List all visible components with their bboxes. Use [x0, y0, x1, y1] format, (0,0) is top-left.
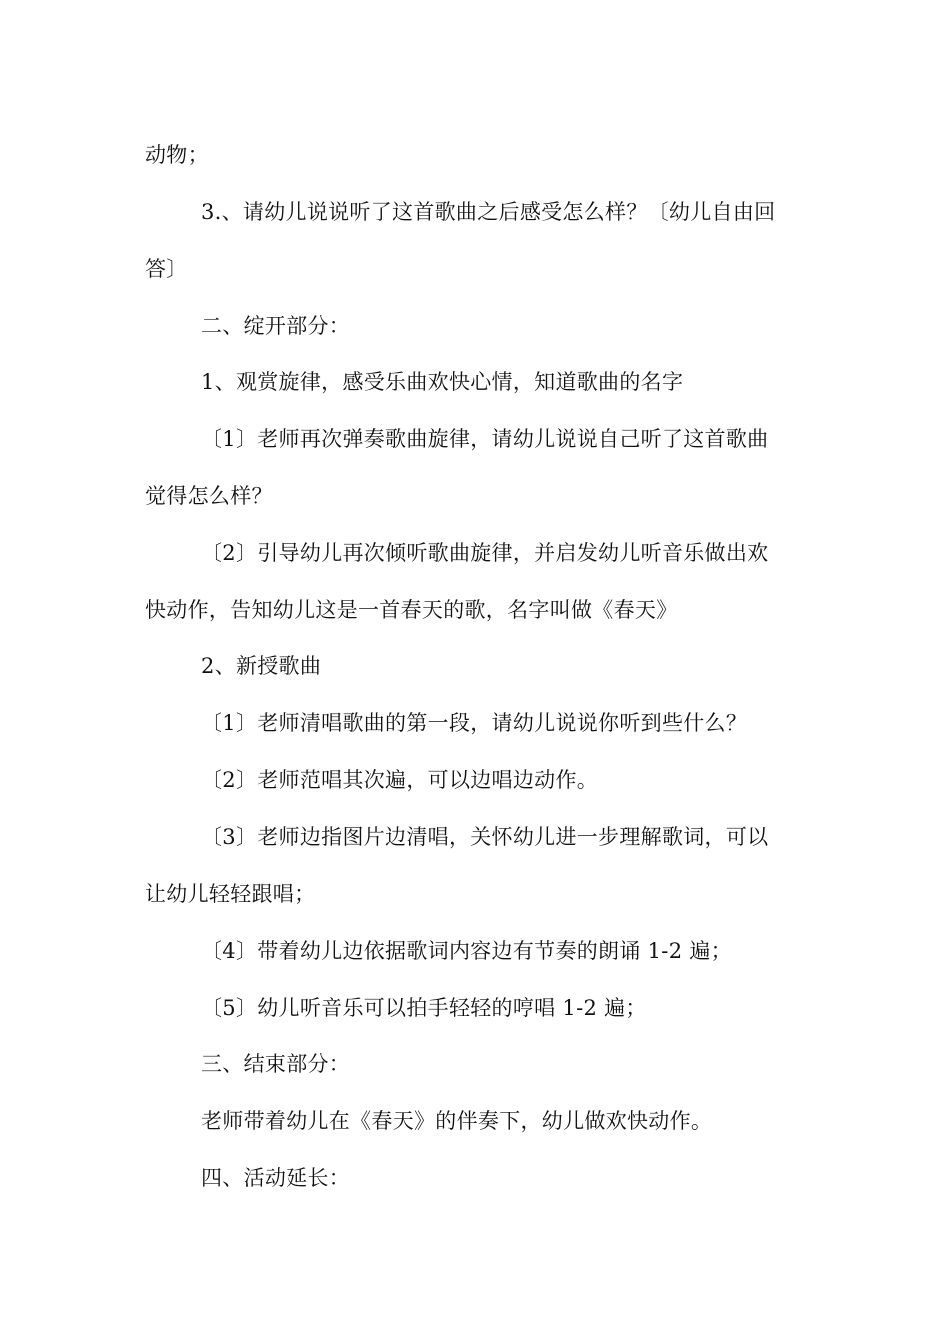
text-line: 3.、请幼儿说说听了这首歌曲之后感受怎么样？〔幼儿自由回 [201, 200, 776, 224]
text-line: 〔2〕老师范唱其次遍，可以边唱边动作。 [201, 768, 599, 792]
section-heading: 三、结束部分： [201, 1052, 351, 1076]
text-line: 〔4〕带着幼儿边依据歌词内容边有节奏的朗诵 1-2 遍； [201, 939, 732, 963]
text-line: 〔3〕老师边指图片边清唱，关怀幼儿进一步理解歌词，可以 [201, 825, 769, 849]
text-line: 觉得怎么样？ [145, 484, 273, 508]
section-heading: 二、绽开部分： [201, 314, 351, 338]
subsection-heading: 1、观赏旋律，感受乐曲欢快心情，知道歌曲的名字 [201, 370, 684, 394]
section-heading: 四、活动延长： [201, 1166, 351, 1190]
text-line: 动物； [145, 143, 209, 167]
text-line: 让幼儿轻轻跟唱； [145, 882, 316, 906]
text-line: 快动作，告知幼儿这是一首春天的歌，名字叫做《春天》 [145, 598, 678, 622]
text-line: 答〕 [145, 257, 188, 281]
text-line: 〔1〕老师清唱歌曲的第一段，请幼儿说说你听到些什么？ [201, 711, 748, 735]
text-line: 老师带着幼儿在《春天》的伴奏下，幼儿做欢快动作。 [201, 1109, 713, 1133]
subsection-heading: 2、新授歌曲 [201, 654, 322, 678]
text-line: 〔2〕引导幼儿再次倾听歌曲旋律，并启发幼儿听音乐做出欢 [201, 541, 769, 565]
text-line: 〔5〕幼儿听音乐可以拍手轻轻的哼唱 1-2 遍； [201, 996, 647, 1020]
text-line: 〔1〕老师再次弹奏歌曲旋律，请幼儿说说自己听了这首歌曲 [201, 427, 769, 451]
